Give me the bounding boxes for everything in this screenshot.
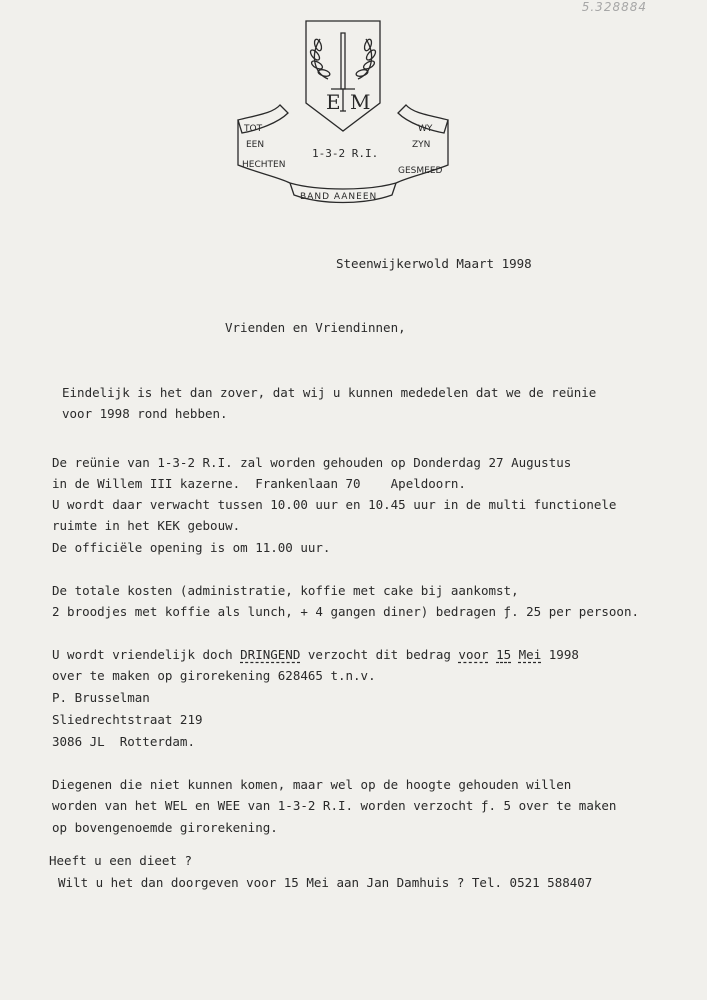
shield-icon bbox=[306, 21, 380, 131]
archive-number: 5.328884 bbox=[581, 0, 647, 14]
para5-line2: worden van het WEL en WEE van 1-3-2 R.I. worden verzocht ƒ. 5 over te maken bbox=[52, 798, 617, 813]
diet-contact: Wilt u het dan doorgeven voor 15 Mei aan Jan Damhuis ? Tel. 0521 588407 bbox=[58, 875, 593, 890]
payee-street: Sliedrechtstraat 219 bbox=[52, 712, 203, 727]
place-date: Steenwijkerwold Maart 1998 bbox=[336, 256, 532, 271]
deadline-month: Mei bbox=[518, 647, 542, 662]
para3-line2: 2 broodjes met koffie als lunch, + 4 gangen diner) bedragen ƒ. 25 per persoon. bbox=[52, 604, 639, 619]
para2-line4: ruimte in het KEK gebouw. bbox=[52, 518, 241, 533]
para3-line1: De totale kosten (administratie, koffie met cake bij aankomst, bbox=[52, 583, 519, 598]
para2-line1: De reünie van 1-3-2 R.I. zal worden gehouden op Donderdag 27 Augustus bbox=[52, 455, 572, 470]
deadline-year: 1998 bbox=[548, 647, 579, 662]
motto-left-1: TOT bbox=[244, 124, 263, 134]
payee-city: 3086 JL Rotterdam. bbox=[52, 734, 195, 749]
para2-line5: De officiële opening is om 11.00 uur. bbox=[52, 540, 331, 555]
para4-text-b: verzocht dit bedrag bbox=[300, 647, 459, 662]
motto-right-3: GESMEED bbox=[398, 166, 443, 176]
motto-right-1: WY bbox=[418, 124, 433, 134]
motto-left-3: HECHTEN bbox=[242, 160, 286, 170]
para2-line3: U wordt daar verwacht tussen 10.00 uur en 10.45 uur in de multi functionele bbox=[52, 497, 617, 512]
emblem-unit: 1-3-2 R.I. bbox=[312, 147, 379, 160]
para2-line2: in de Willem III kazerne. Frankenlaan 70 Apeldoorn. bbox=[52, 476, 466, 491]
salutation: Vrienden en Vriendinnen, bbox=[225, 320, 406, 335]
motto-bottom: BAND AANEEN bbox=[300, 192, 378, 202]
regiment-emblem bbox=[228, 15, 458, 210]
para4-text-a: U wordt vriendelijk doch bbox=[52, 647, 241, 662]
laurel-wreath-icon bbox=[309, 38, 377, 79]
para5-line1: Diegenen die niet kunnen komen, maar wel op de hoogte gehouden willen bbox=[52, 777, 572, 792]
para1-line1: Eindelijk is het dan zover, dat wij u kunnen mededelen dat we de reünie bbox=[62, 385, 597, 400]
para5-line3: op bovengenoemde girorekening. bbox=[52, 820, 278, 835]
para1-line2: voor 1998 rond hebben. bbox=[62, 406, 228, 421]
diet-question: Heeft u een dieet ? bbox=[49, 853, 192, 868]
payee-name: P. Brusselman bbox=[52, 690, 150, 705]
para4-line1 bbox=[52, 649, 579, 662]
para4-line2: over te maken op girorekening 628465 t.n.v. bbox=[52, 668, 376, 683]
urgent-word: DRINGEND bbox=[240, 647, 301, 662]
motto-right-2: ZYN bbox=[412, 140, 431, 150]
deadline-day: 15 bbox=[496, 647, 512, 662]
shield-letter-right: M bbox=[350, 90, 371, 114]
motto-left-2: EEN bbox=[246, 140, 265, 150]
shield-letter-left: E bbox=[326, 90, 341, 114]
deadline-voor: voor bbox=[458, 647, 489, 662]
